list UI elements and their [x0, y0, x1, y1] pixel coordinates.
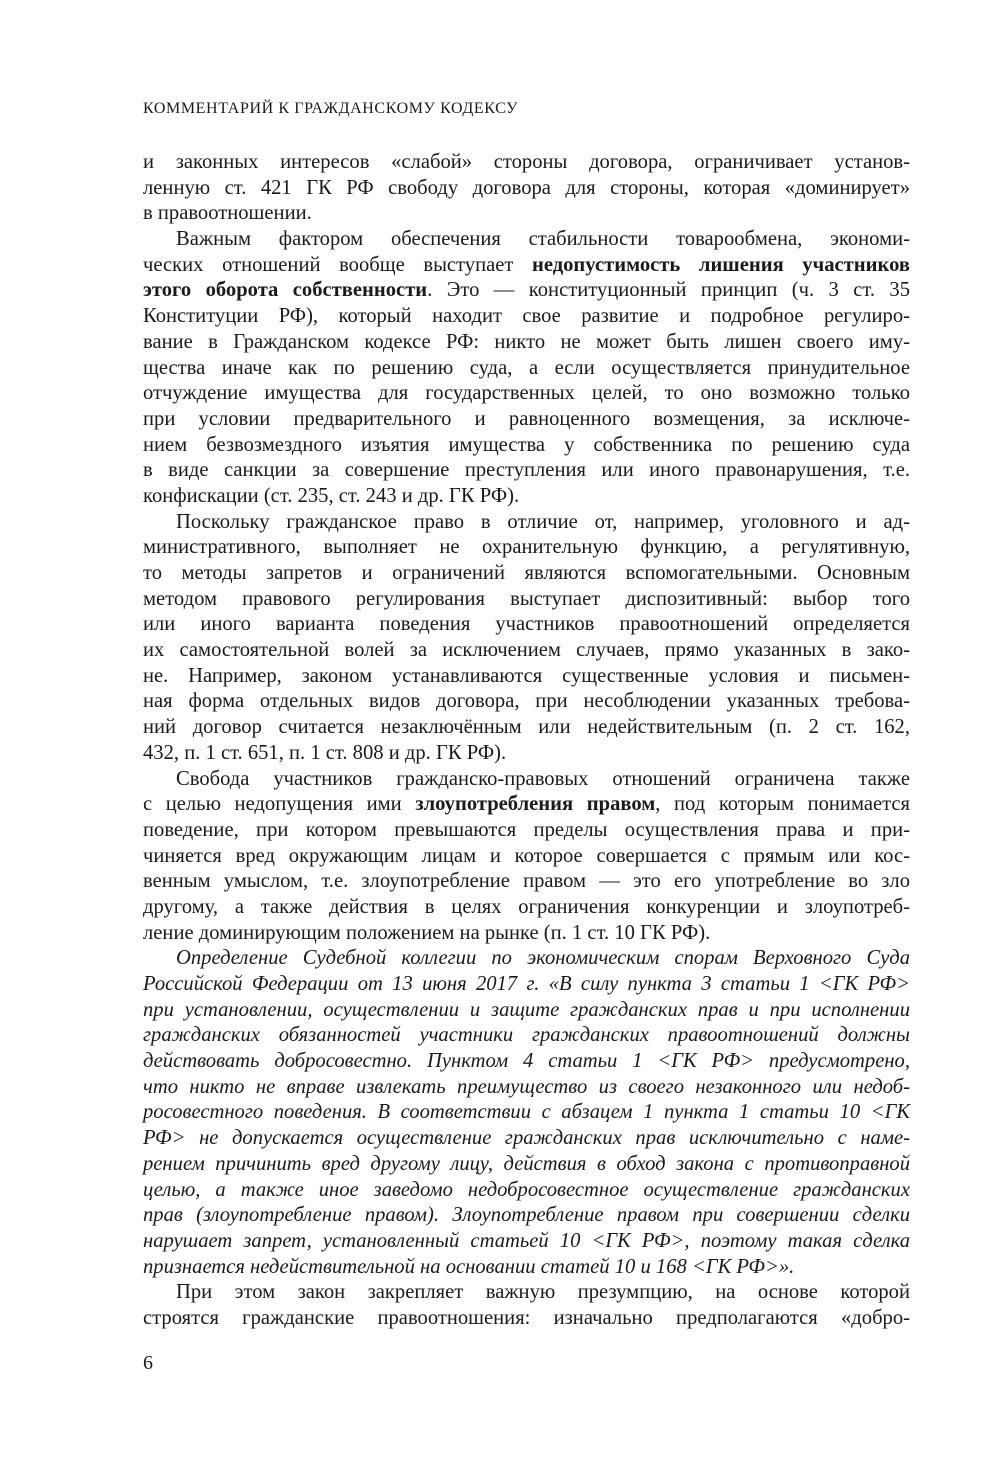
paragraph	[143, 767, 910, 947]
text-line: нием безвозмездного изъятия имущества у собственника по решению суда	[143, 433, 910, 456]
text-line: целью, а также иное заведомо недобросовестное осуществление гражданских	[143, 1178, 910, 1201]
text-line: прав (злоупотребление правом). Злоупотребление правом при совершении сделки	[143, 1204, 910, 1227]
paragraph	[143, 150, 910, 227]
text-line: ление доминирующим положением на рынке (п. 1 ст. 10 ГК РФ).	[143, 921, 711, 944]
text-line: вание в Гражданском кодексе РФ: никто не может быть лишен своего иму-	[143, 330, 910, 353]
text-line: в правоотношении.	[143, 202, 312, 225]
text-line: признается недействительной на основании статей 10 и 168 <ГК РФ>».	[143, 1255, 795, 1278]
body-text	[143, 150, 910, 1332]
bold-term: злоупотребления правом	[415, 793, 656, 816]
text-line: 432, п. 1 ст. 651, п. 1 ст. 808 и др. ГК РФ).	[143, 741, 507, 764]
text-line: отчуждение имущества для государственных целей, то оно возможно только	[143, 382, 910, 405]
text-line: Российской Федерации от 13 июня 2017 г. «В силу пункта 3 статьи 1 <ГК РФ>	[143, 973, 910, 995]
text-line: чиняется вред окружающим лицам и которое совершается с прямым или кос-	[143, 844, 910, 867]
text-line: Определение Судебной коллегии по экономическим спорам Верховного Суда	[176, 947, 910, 970]
bold-term: недопустимость лишения участников	[531, 253, 911, 276]
text-line	[143, 278, 910, 304]
court-ruling-quote	[143, 946, 910, 1280]
text-line: ная форма отдельных видов договора, при несоблюдении указанных требова-	[143, 690, 910, 713]
text-line: строятся гражданские правоотношения: изначально предполагаются «добро-	[143, 1306, 910, 1329]
text-line: то методы запретов и ограничений являются вспомогательными. Основным	[143, 562, 910, 584]
text-line: при установлении, осуществлении и защите гражданских прав и при исполнении	[143, 998, 910, 1021]
running-header: КОММЕНТАРИЙ К ГРАЖДАНСКОМУ КОДЕКСУ	[143, 100, 519, 117]
text-line: Свобода участников гражданско-правовых отношений ограничена также	[176, 767, 910, 790]
paragraph	[143, 510, 910, 767]
bold-term: этого оборота собственности	[143, 279, 428, 302]
text-line: министративного, выполняет не охранительную функцию, а регулятивную,	[143, 536, 910, 559]
text-line: действовать добросовестно. Пунктом 4 статьи 1 <ГК РФ> предусмотрено,	[143, 1050, 910, 1073]
page-number: 6	[143, 1352, 153, 1374]
text-line	[143, 792, 910, 818]
text-line: щества иначе как по решению суда, а если осуществляется принудительное	[143, 356, 910, 379]
text-line: венным умыслом, т.е. злоупотребление правом — это его употребление во зло	[143, 870, 910, 893]
text-line: их самостоятельной волей за исключением случаев, прямо указанных в зако-	[143, 639, 910, 662]
text-line: Конституции РФ), который находит свое развитие и подробное регулиро-	[143, 305, 910, 328]
text-run: , под которым понимается	[655, 793, 910, 816]
text-line: и законных интересов «слабой» стороны договора, ограничивает установ-	[143, 151, 910, 173]
text-line: гражданских обязанностей участники гражданских правоотношений должны	[143, 1024, 910, 1047]
text-line: не. Например, законом устанавливаются существенные условия и письмен-	[143, 664, 910, 687]
text-line: или иного варианта поведения участников правоотношений определяется	[143, 613, 910, 636]
text-run: с целью недопущения ими	[143, 793, 416, 816]
text-line: при условии предварительного и равноценного возмещения, за исключе-	[143, 407, 910, 430]
text-line	[143, 253, 910, 279]
text-line: методом правового регулирования выступает диспозитивный: выбор того	[143, 587, 910, 610]
text-line: поведение, при котором превышаются пределы осуществления права и при-	[143, 818, 910, 841]
paragraph	[143, 1280, 910, 1331]
text-line: конфискации (ст. 235, ст. 243 и др. ГК РФ).	[143, 484, 520, 507]
text-line: ний договор считается незаключённым или недействительным (п. 2 ст. 162,	[143, 716, 910, 739]
text-line: нарушает запрет, установленный статьей 10 <ГК РФ>, поэтому такая сделка	[143, 1229, 910, 1252]
text-line: РФ> не допускается осуществление гражданских прав исключительно с наме-	[143, 1127, 910, 1150]
text-line: Поскольку гражданское право в отличие от, например, уголовного и ад-	[176, 510, 910, 533]
text-line: При этом закон закрепляет важную презумпцию, на основе которой	[176, 1281, 910, 1304]
text-line: ленную ст. 421 ГК РФ свободу договора для стороны, которая «доминирует»	[143, 176, 910, 199]
text-line: росовестного поведения. В соответствии с абзацем 1 пункта 1 статьи 10 <ГК	[143, 1101, 910, 1124]
text-line: что никто не вправе извлекать преимущество из своего незаконного или недоб-	[143, 1075, 910, 1098]
paragraph	[143, 227, 910, 510]
text-run: . Это — конституционный принцип (ч. 3 ст. 35	[427, 279, 911, 302]
text-line: Важным фактором обеспечения стабильности товарообмена, экономи-	[176, 228, 910, 251]
text-line: в виде санкции за совершение преступления или иного правонарушения, т.е.	[143, 459, 910, 482]
text-line: рением причинить вред другому лицу, действия в обход закона с противоправной	[143, 1152, 910, 1175]
text-line: другому, а также действия в целях ограничения конкуренции и злоупотреб-	[143, 895, 910, 918]
text-run: ческих отношений вообще выступает	[143, 253, 532, 276]
